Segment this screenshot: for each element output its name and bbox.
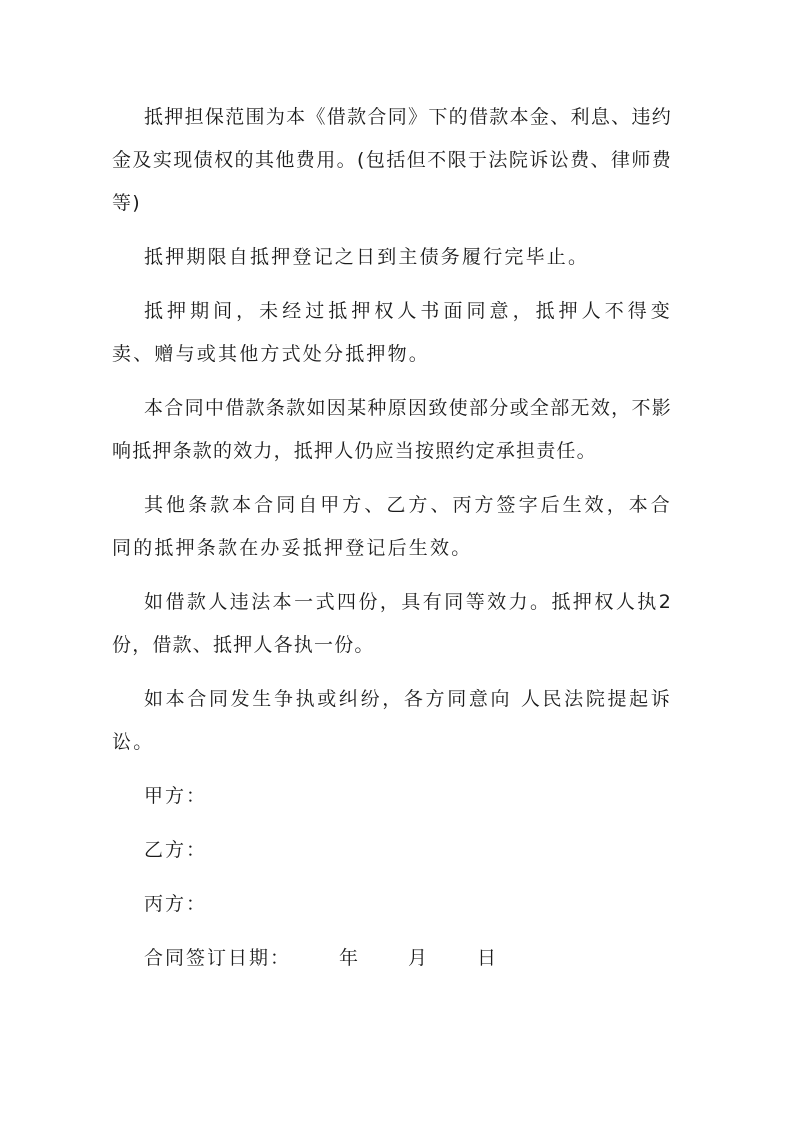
paragraph-severability: 本合同中借款条款如因某种原因致使部分或全部无效，不影响抵押条款的效力，抵押人仍应当按照约定承担责任。 bbox=[112, 397, 672, 462]
signing-date-label: 合同签订日期： bbox=[144, 947, 292, 969]
date-day: 日 bbox=[477, 947, 499, 969]
date-year: 年 bbox=[339, 947, 361, 969]
paragraph-dispute-resolution: 如本合同发生争执或纠纷，各方同意向 人民法院提起诉讼。 bbox=[112, 688, 672, 753]
party-b-label: 乙方： bbox=[144, 839, 208, 861]
party-a-label: 甲方： bbox=[144, 785, 208, 807]
paragraph-mortgage-term: 抵押期限自抵押登记之日到主债务履行完毕止。 bbox=[144, 246, 590, 268]
paragraph-effectiveness: 其他条款本合同自甲方、乙方、丙方签字后生效，本合同的抵押条款在办妥抵押登记后生效。 bbox=[112, 494, 672, 559]
signing-date-line bbox=[112, 937, 672, 980]
paragraph-copies: 如借款人违法本一式四份，具有同等效力。抵押权人执2份，借款、抵押人各执一份。 bbox=[112, 591, 672, 656]
paragraph-disposal-restriction: 抵押期间，未经过抵押权人书面同意，抵押人不得变卖、赠与或其他方式处分抵押物。 bbox=[112, 300, 672, 365]
date-month: 月 bbox=[408, 947, 430, 969]
party-c-label: 丙方： bbox=[144, 893, 208, 915]
paragraph-guarantee-scope: 抵押担保范围为本《借款合同》下的借款本金、利息、违约金及实现债权的其他费用。(包括但不限于法院诉讼费、律师费等) bbox=[112, 106, 672, 214]
document-page bbox=[112, 96, 672, 991]
